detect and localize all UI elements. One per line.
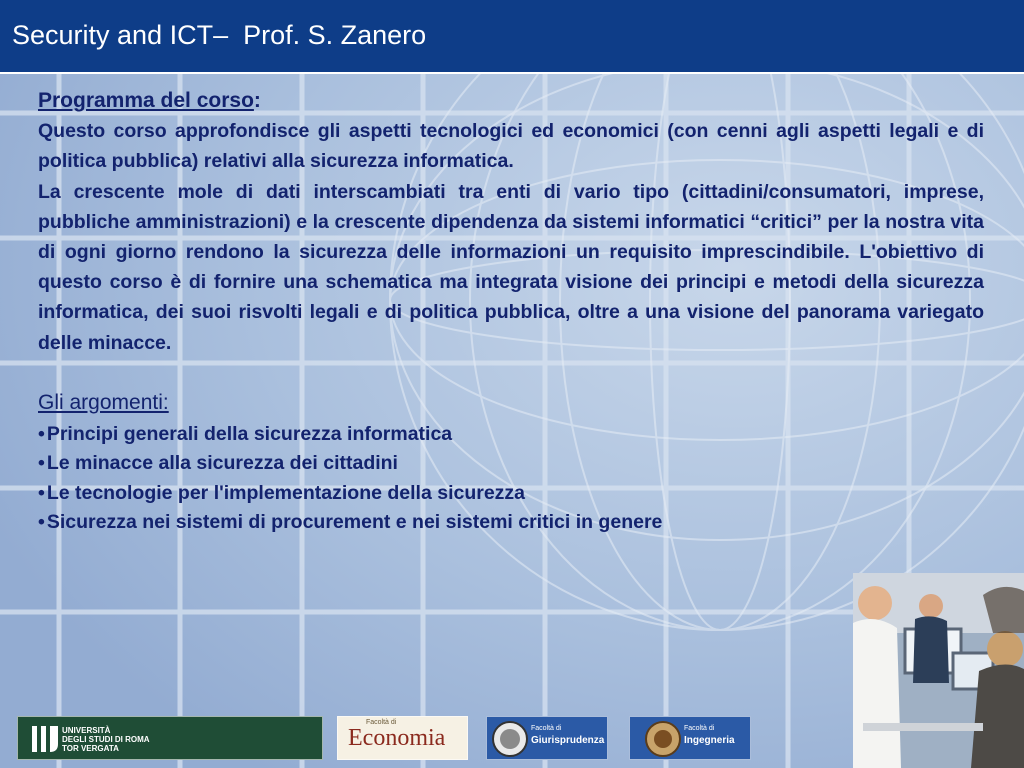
list-item-text: Le minacce alla sicurezza dei cittadini: [46, 452, 398, 475]
programma-paragraph-2: La crescente mole di dati interscambiati tra enti di vario tipo (cittadini/consumatori, imprese, pubbliche amministrazioni) e la crescente dipendenza da sistemi informatici “critici” per la nostra vita di ogni giorno rendono la sicurezza delle informazioni un requisito imprescindibile. L'obiettivo di questo corso è di fornire una schematica ma integrata visione dei principi e metodi della sicurezza informatica, dei suoi risvolti legali e di politica pubblica, oltre a una visione del panorama variegato delle minacce.: [38, 180, 984, 354]
header-bar: [0, 0, 1024, 74]
bullet-icon: •: [38, 452, 45, 475]
ingegneria-text: Ingegneria: [684, 735, 735, 746]
economia-text: Economia: [348, 725, 446, 751]
programma-heading-colon: :: [253, 89, 261, 112]
list-item: [38, 508, 984, 538]
bullet-icon: •: [38, 422, 45, 445]
tor-vergata-logo: [17, 716, 323, 760]
giurisprudenza-logo: [486, 716, 608, 760]
slide-title: Security and ICT– Prof. S. Zanero: [12, 20, 427, 50]
programma-section: [38, 86, 984, 358]
list-item-text: Principi generali della sicurezza informatica: [46, 422, 453, 445]
argomenti-section: [38, 386, 984, 538]
list-item-text: Sicurezza nei sistemi di procurement e nei sistemi critici in genere: [46, 511, 663, 534]
list-item: [38, 420, 984, 450]
ingegneria-logo: [629, 716, 751, 760]
list-item: [38, 449, 984, 479]
giurisprudenza-text: Giurisprudenza: [531, 735, 605, 746]
bullet-icon: •: [38, 481, 45, 504]
argomenti-heading: Gli argomenti:: [38, 390, 169, 414]
economia-logo: [337, 716, 468, 760]
list-item: [38, 479, 984, 509]
students-photo: [853, 573, 1024, 768]
programma-heading: Programma del corso: [38, 89, 254, 112]
bullet-icon: •: [38, 511, 45, 534]
giurisprudenza-small: Facoltà di: [531, 725, 562, 732]
argomenti-list: [38, 420, 984, 538]
ingegneria-small: Facoltà di: [684, 725, 715, 732]
tor-vergata-line-2: DEGLI STUDI DI ROMA: [62, 735, 150, 744]
tor-vergata-line-1: UNIVERSITÀ: [62, 726, 111, 735]
programma-paragraph-1: Questo corso approfondisce gli aspetti tecnologici ed economici (con cenni agli aspetti legali e di politica pubblica) relativi alla sicurezza informatica.: [38, 120, 984, 173]
list-item-text: Le tecnologie per l'implementazione della sicurezza: [46, 481, 526, 504]
slide-content: [38, 86, 984, 538]
economia-small: Facoltà di: [366, 719, 397, 726]
tor-vergata-line-3: TOR VERGATA: [62, 744, 119, 753]
footer-logos: [0, 706, 850, 768]
